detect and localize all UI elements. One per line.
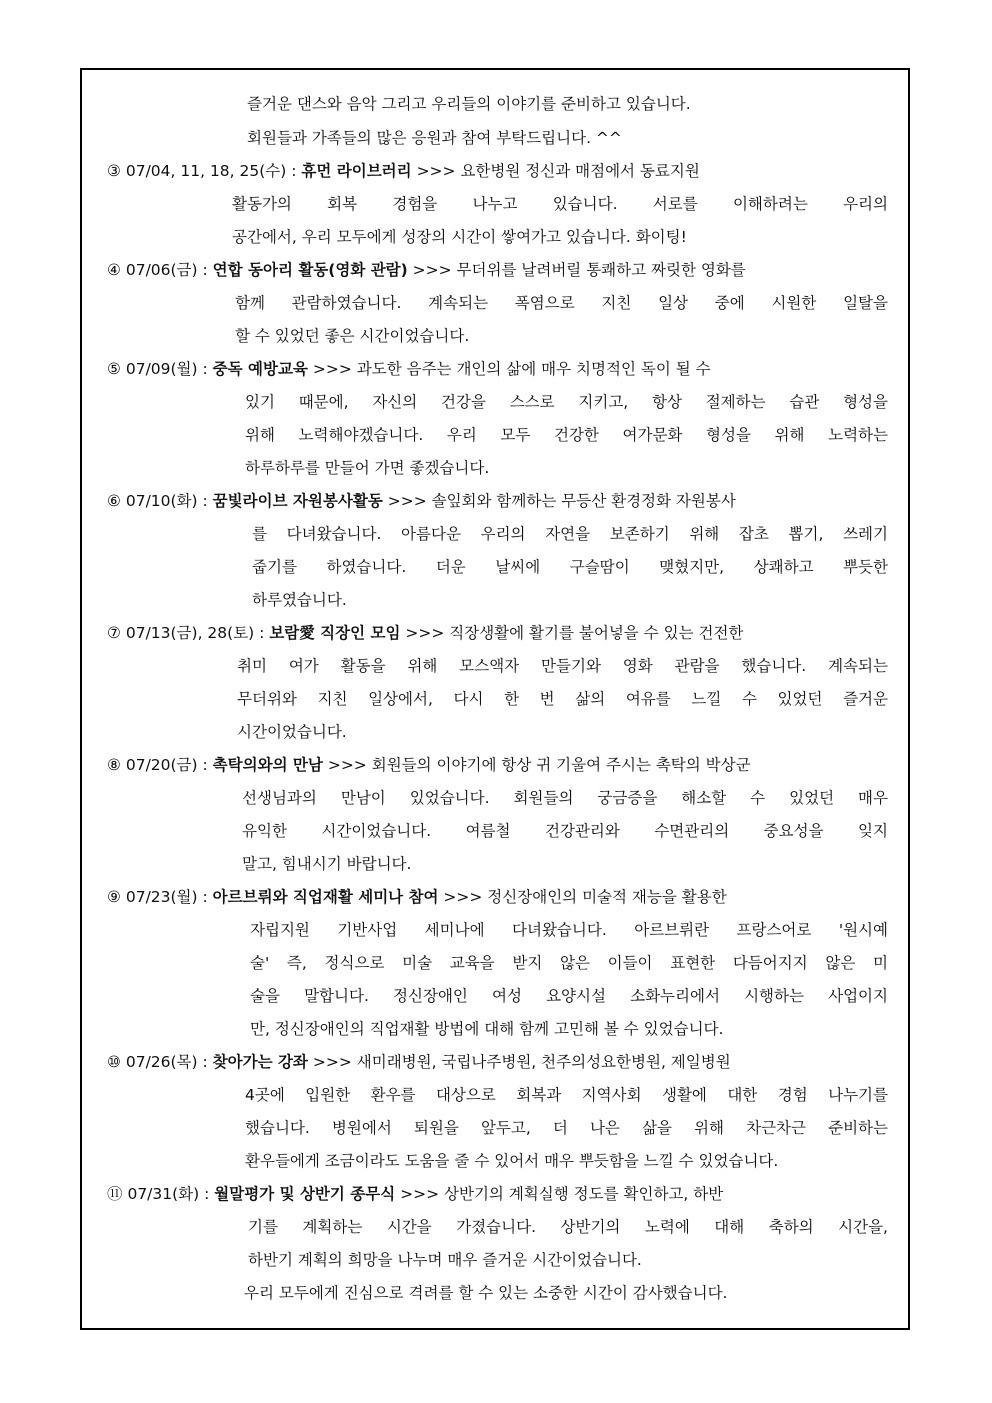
list-item-header xyxy=(107,887,727,907)
item-text: >>> 회원들의 이야기에 항상 귀 기울여 주시는 촉탁의 박상군 xyxy=(327,756,751,774)
list-item-header xyxy=(107,623,743,643)
item-line: 줍기를 하였습니다. 더운 날씨에 구슬땀이 맺혔지만, 상쾌하고 뿌듯한 xyxy=(252,558,888,576)
item-date: 07/13(금), 28(토) : xyxy=(125,624,265,642)
intro-line: 즐거운 댄스와 음악 그리고 우리들의 이야기를 준비하고 있습니다. xyxy=(247,95,691,113)
item-text: >>> 직장생활에 활기를 불어넣을 수 있는 건전한 xyxy=(405,624,744,642)
item-line: 4곳에 입원한 환우를 대상으로 회복과 지역사회 생활에 대한 경험 나누기를 xyxy=(245,1086,888,1104)
item-title: 아르브뤼와 직업재활 세미나 참여 xyxy=(212,888,439,906)
list-item-header xyxy=(107,1184,723,1204)
item-line: 만, 정신장애인의 직업재활 방법에 대해 함께 고민해 볼 수 있었습니다. xyxy=(250,1020,724,1038)
list-item-header xyxy=(107,491,736,511)
item-text: >>> 상반기의 계획실행 정도를 확인하고, 하반 xyxy=(400,1185,724,1203)
item-number: ⑩ xyxy=(107,1053,121,1071)
item-line: 시간이었습니다. xyxy=(237,723,347,741)
item-line: 하루였습니다. xyxy=(252,591,347,609)
item-number: ③ xyxy=(107,162,121,180)
item-line: 하반기 계획의 희망을 나누며 매우 즐거운 시간이었습니다. xyxy=(248,1251,642,1269)
item-text: >>> 무더위를 날려버릴 통쾌하고 짜릿한 영화를 xyxy=(412,261,746,279)
item-line: 환우들에게 조금이라도 도움을 줄 수 있어서 매우 뿌듯함을 느낄 수 있었습니다. xyxy=(245,1152,779,1170)
item-line: 자립지원 기반사업 세미나에 다녀왔습니다. 아르브뤼란 프랑스어로 '원시예 xyxy=(250,921,888,939)
item-title: 월말평가 및 상반기 종무식 xyxy=(214,1185,396,1203)
item-line: 우리 모두에게 진심으로 격려를 할 수 있는 소중한 시간이 감사했습니다. xyxy=(244,1284,728,1302)
list-item-header xyxy=(107,1052,731,1072)
item-title: 보람愛 직장인 모임 xyxy=(269,624,401,642)
list-item-header xyxy=(107,755,751,775)
item-line: 를 다녀왔습니다. 아름다운 우리의 자연을 보존하기 위해 잡초 뽑기, 쓰레기 xyxy=(252,525,888,543)
item-number: ⑤ xyxy=(107,360,121,378)
item-date: 07/20(금) : xyxy=(125,756,208,774)
item-line: 술을 말합니다. 정신장애인 여성 요양시설 소화누리에서 시행하는 사업이지 xyxy=(250,987,888,1005)
item-line: 했습니다. 병원에서 퇴원을 앞두고, 더 나은 삶을 위해 차근차근 준비하는 xyxy=(245,1119,888,1137)
item-text: >>> 솔잎회와 함께하는 무등산 환경정화 자원봉사 xyxy=(387,492,736,510)
item-number: ⑥ xyxy=(107,492,121,510)
document-frame xyxy=(80,68,910,1330)
item-number: ⑦ xyxy=(107,624,121,642)
item-line: 기를 계획하는 시간을 가졌습니다. 상반기의 노력에 대해 축하의 시간을, xyxy=(248,1218,888,1236)
item-line: 선생님과의 만남이 있었습니다. 회원들의 궁금증을 해소할 수 있었던 매우 xyxy=(242,789,888,807)
item-line: 취미 여가 활동을 위해 모스액자 만들기와 영화 관람을 했습니다. 계속되는 xyxy=(237,657,888,675)
item-number: ⑧ xyxy=(107,756,121,774)
item-title: 촉탁의와의 만남 xyxy=(212,756,323,774)
item-title: 꿈빛라이브 자원봉사활동 xyxy=(212,492,383,510)
item-line: 공간에서, 우리 모두에게 성장의 시간이 쌓여가고 있습니다. 화이팅! xyxy=(232,228,687,246)
item-text: >>> 과도한 음주는 개인의 삶에 매우 치명적인 독이 될 수 xyxy=(312,360,711,378)
item-date: 07/10(화) : xyxy=(125,492,208,510)
item-text: >>> 새미래병원, 국립나주병원, 천주의성요한병원, 제일병원 xyxy=(312,1053,731,1071)
item-number: ④ xyxy=(107,261,121,279)
item-text: >>> 정신장애인의 미술적 재능을 활용한 xyxy=(443,888,727,906)
item-line: 함께 관람하였습니다. 계속되는 폭염으로 지친 일상 중에 시원한 일탈을 xyxy=(235,294,888,312)
list-item-header xyxy=(107,161,700,181)
item-line: 무더위와 지친 일상에서, 다시 한 번 삶의 여유를 느낄 수 있었던 즐거운 xyxy=(237,690,888,708)
item-date: 07/04, 11, 18, 25(수) : xyxy=(125,162,297,180)
item-title: 연합 동아리 활동(영화 관람) xyxy=(212,261,408,279)
item-date: 07/31(화) : xyxy=(127,1185,210,1203)
item-title: 휴먼 라이브러리 xyxy=(301,162,412,180)
item-title: 찾아가는 강좌 xyxy=(212,1053,308,1071)
item-line: 위해 노력해야겠습니다. 우리 모두 건강한 여가문화 형성을 위해 노력하는 xyxy=(245,426,888,444)
item-line: 활동가의 회복 경험을 나누고 있습니다. 서로를 이해하려는 우리의 xyxy=(232,195,888,213)
intro-line: 회원들과 가족들의 많은 응원과 참여 부탁드립니다. ^^ xyxy=(247,129,622,147)
item-number: ⑨ xyxy=(107,888,121,906)
item-line: 술' 즉, 정식으로 미술 교육을 받지 않은 이들이 표현한 다듬어지지 않은 미 xyxy=(250,954,888,972)
item-date: 07/06(금) : xyxy=(125,261,208,279)
item-line: 있기 때문에, 자신의 건강을 스스로 지키고, 항상 절제하는 습관 형성을 xyxy=(245,393,888,411)
item-number: ⑪ xyxy=(107,1185,123,1203)
item-line: 하루하루를 만들어 가면 좋겠습니다. xyxy=(245,459,490,477)
item-date: 07/09(월) : xyxy=(125,360,208,378)
item-date: 07/23(월) : xyxy=(125,888,208,906)
item-title: 중독 예방교육 xyxy=(212,360,308,378)
list-item-header xyxy=(107,359,711,379)
item-line: 할 수 있었던 좋은 시간이었습니다. xyxy=(235,327,470,345)
item-text: >>> 요한병원 정신과 매점에서 동료지원 xyxy=(416,162,700,180)
item-line: 말고, 힘내시기 바랍니다. xyxy=(242,855,412,873)
item-date: 07/26(목) : xyxy=(125,1053,208,1071)
item-line: 유익한 시간이었습니다. 여름철 건강관리와 수면관리의 중요성을 잊지 xyxy=(242,822,888,840)
list-item-header xyxy=(107,260,746,280)
